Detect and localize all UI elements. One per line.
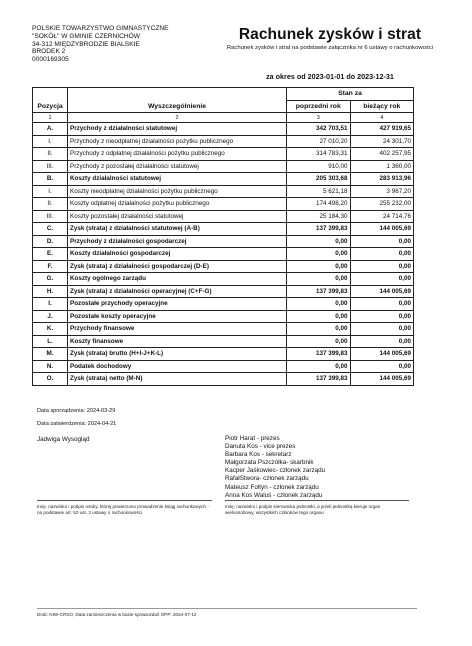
row-current-value: 0,00 — [350, 273, 414, 286]
table-row — [33, 298, 414, 311]
row-current-value: 24 301,70 — [350, 135, 414, 148]
row-position: I. — [33, 298, 68, 311]
row-previous-value: 25 184,30 — [287, 210, 351, 223]
board-member: Anna Kos Waluś - członek zarządu — [225, 491, 323, 499]
row-previous-value: 174 498,20 — [287, 198, 351, 211]
page-subtitle: Rachunek zysków i strat na podstawie załącznika nr 6 ustawy o rachunkowości — [226, 45, 434, 51]
row-current-value: 24 714,76 — [350, 210, 414, 223]
org-line: 34-312 MIĘDZYBRODZIE BIALSKIE — [32, 40, 140, 48]
footer-text: Druk: NIW-CRSO, Data zamieszczenia w bazie sprawozdań OPP: 2024-07-12 — [37, 612, 197, 617]
row-position: K. — [33, 323, 68, 336]
row-current-value: 3 967,20 — [350, 185, 414, 198]
row-previous-value: 910,00 — [287, 160, 351, 173]
table-row — [33, 210, 414, 223]
row-previous-value: 0,00 — [287, 260, 351, 273]
row-position: E. — [33, 248, 68, 261]
row-description: Przychody z nieodpłatnej działalności pożytku publicznego — [68, 135, 287, 148]
note-accountant: Imię, nazwisko i podpis osoby, której powierzono prowadzenie ksiąg rachunkowych - na podstawie art. 52 ust. 2 ustawy o rachunkowości — [37, 504, 209, 515]
row-description: Przychody z działalności statutowej — [68, 123, 287, 136]
row-current-value: 0,00 — [350, 323, 414, 336]
table-row — [33, 148, 414, 161]
row-previous-value: 137 399,83 — [287, 223, 351, 236]
row-previous-value: 0,00 — [287, 235, 351, 248]
row-current-value: 144 005,69 — [350, 285, 414, 298]
board-member: Małgorzata Pszczółka- skarbnik — [225, 459, 314, 467]
board-member: Kacper Jaśkowiec- członek zarządu — [225, 467, 326, 475]
col-index: 3 — [287, 113, 351, 123]
row-current-value: 0,00 — [350, 310, 414, 323]
row-description: Przychody z pozostałej działalności statutowej — [68, 160, 287, 173]
row-previous-value: 0,00 — [287, 323, 351, 336]
row-position: I. — [33, 135, 68, 148]
row-current-value: 255 232,00 — [350, 198, 414, 211]
table-row — [33, 135, 414, 148]
col-header-position: Pozycja — [33, 100, 68, 113]
table-row — [33, 185, 414, 198]
row-previous-value: 0,00 — [287, 298, 351, 311]
board-member: Mateusz Foltyn - członek zarządu — [225, 483, 319, 491]
row-previous-value: 0,00 — [287, 360, 351, 373]
row-position: O. — [33, 373, 68, 386]
group-header: Stan za — [287, 88, 414, 101]
row-current-value: 0,00 — [350, 235, 414, 248]
row-previous-value: 137 399,83 — [287, 348, 351, 361]
row-description: Zysk (strata) z działalności operacyjnej (C+F-G) — [68, 285, 287, 298]
table-row — [33, 360, 414, 373]
table-row — [33, 373, 414, 386]
row-previous-value: 205 303,68 — [287, 173, 351, 186]
table-row — [33, 273, 414, 286]
row-previous-value: 27 010,20 — [287, 135, 351, 148]
row-description: Koszty pozostałej działalności statutowej — [68, 210, 287, 223]
row-current-value: 0,00 — [350, 298, 414, 311]
row-description: Pozostałe przychody operacyjne — [68, 298, 287, 311]
date-prepared: Data sporządzenia: 2024-03-29 — [37, 408, 116, 414]
board-signatures — [225, 435, 325, 500]
col-header-current-year: bieżący rok — [350, 100, 414, 113]
org-line: 0000169305 — [32, 56, 69, 64]
row-description: Przychody finansowe — [68, 323, 287, 336]
row-description: Koszty działalności gospodarczej — [68, 248, 287, 261]
row-description: Koszty odpłatnej działalności pożytku publicznego — [68, 198, 287, 211]
table-row — [33, 310, 414, 323]
row-current-value: 283 913,96 — [350, 173, 414, 186]
row-position: B. — [33, 173, 68, 186]
signature-line-left — [37, 500, 212, 501]
table-row — [33, 248, 414, 261]
page-title: Rachunek zysków i strat — [238, 26, 422, 43]
row-previous-value: 342 703,51 — [287, 123, 351, 136]
row-description: Przychody z odpłatnej działalności pożytku publicznego — [68, 148, 287, 161]
row-previous-value: 0,00 — [287, 310, 351, 323]
row-previous-value: 314 783,31 — [287, 148, 351, 161]
row-description: Przychody z działalności gospodarczej — [68, 235, 287, 248]
col-index: 2 — [68, 113, 287, 123]
board-member: Piotr Harat - prezes — [225, 435, 280, 442]
row-description: Koszty ogólnego zarządu — [68, 273, 287, 286]
row-current-value: 144 005,69 — [350, 373, 414, 386]
row-position: H. — [33, 285, 68, 298]
row-description: Koszty nieodpłatnej działalności pożytku publicznego — [68, 185, 287, 198]
row-previous-value: 0,00 — [287, 248, 351, 261]
table-row — [33, 223, 414, 236]
row-previous-value: 137 399,83 — [287, 285, 351, 298]
table-body — [33, 123, 414, 386]
row-position: C. — [33, 223, 68, 236]
table-row — [33, 260, 414, 273]
table-row — [33, 335, 414, 348]
row-position: M. — [33, 348, 68, 361]
row-position: F. — [33, 260, 68, 273]
org-line: POLSKIE TOWARZYSTWO GIMNASTYCZNE — [32, 25, 169, 32]
row-current-value: 0,00 — [350, 335, 414, 348]
row-description: Zysk (strata) z działalności statutowej (A-B) — [68, 223, 287, 236]
row-current-value: 0,00 — [350, 360, 414, 373]
col-index: 1 — [33, 113, 68, 123]
row-position: II. — [33, 198, 68, 211]
row-description: Zysk (strata) brutto (H+I-J+K-L) — [68, 348, 287, 361]
accountant-name: Jadwiga Wysogląd — [37, 436, 90, 443]
board-member: RafałStwora- członek zarządu — [225, 475, 309, 483]
row-previous-value: 0,00 — [287, 335, 351, 348]
table-row — [33, 348, 414, 361]
row-description: Zysk (strata) z działalności gospodarczej (D-E) — [68, 260, 287, 273]
report-period: za okres od 2023-01-01 do 2023-12-31 — [266, 72, 394, 81]
col-header-previous-year: poprzedni rok — [287, 100, 351, 113]
row-position: L. — [33, 335, 68, 348]
org-line: "SOKÓŁ" W GMINIE CZERNICHÓW — [32, 32, 140, 40]
row-current-value: 427 919,65 — [350, 123, 414, 136]
table-row — [33, 235, 414, 248]
row-description: Zysk (strata) netto (M-N) — [68, 373, 287, 386]
row-previous-value: 5 621,18 — [287, 185, 351, 198]
row-current-value: 0,00 — [350, 260, 414, 273]
org-line: BRODEK 2 — [32, 48, 66, 56]
row-description: Pozostałe koszty operacyjne — [68, 310, 287, 323]
row-position: J. — [33, 310, 68, 323]
row-current-value: 144 005,69 — [350, 223, 414, 236]
date-approved: Data zatwierdzenia: 2024-04-21 — [37, 421, 117, 427]
col-header-description: Wyszczególnienie — [68, 100, 287, 113]
row-position: G. — [33, 273, 68, 286]
col-index: 4 — [350, 113, 414, 123]
row-description: Koszty finansowe — [68, 335, 287, 348]
row-position: A. — [33, 123, 68, 136]
organization-info — [32, 25, 192, 64]
row-position: II. — [33, 148, 68, 161]
table-row — [33, 198, 414, 211]
row-current-value: 144 005,69 — [350, 348, 414, 361]
row-position: I. — [33, 185, 68, 198]
table-row — [33, 285, 414, 298]
table-row — [33, 323, 414, 336]
table-row — [33, 160, 414, 173]
row-previous-value: 0,00 — [287, 273, 351, 286]
row-previous-value: 137 399,83 — [287, 373, 351, 386]
row-current-value: 402 257,95 — [350, 148, 414, 161]
row-description: Podatek dochodowy — [68, 360, 287, 373]
row-position: III. — [33, 160, 68, 173]
table-row — [33, 173, 414, 186]
row-position: D. — [33, 235, 68, 248]
profit-loss-table — [32, 87, 414, 386]
note-board: Imię, nazwisko i podpis kierownika jednostki, a jeżeli jednostką kieruje organ wieloosobowy, wszystkich członków tego organu — [225, 504, 381, 515]
row-current-value: 0,00 — [350, 248, 414, 261]
board-member: Barbara Kos - sekretarz — [225, 451, 292, 459]
row-current-value: 1 360,00 — [350, 160, 414, 173]
row-description: Koszty działalności statutowej — [68, 173, 287, 186]
row-position: N. — [33, 360, 68, 373]
board-member: Danuta Kos - vice prezes — [225, 443, 296, 451]
footer-divider — [37, 608, 417, 609]
table-row — [33, 123, 414, 136]
row-position: III. — [33, 210, 68, 223]
signature-line-right — [225, 500, 409, 501]
